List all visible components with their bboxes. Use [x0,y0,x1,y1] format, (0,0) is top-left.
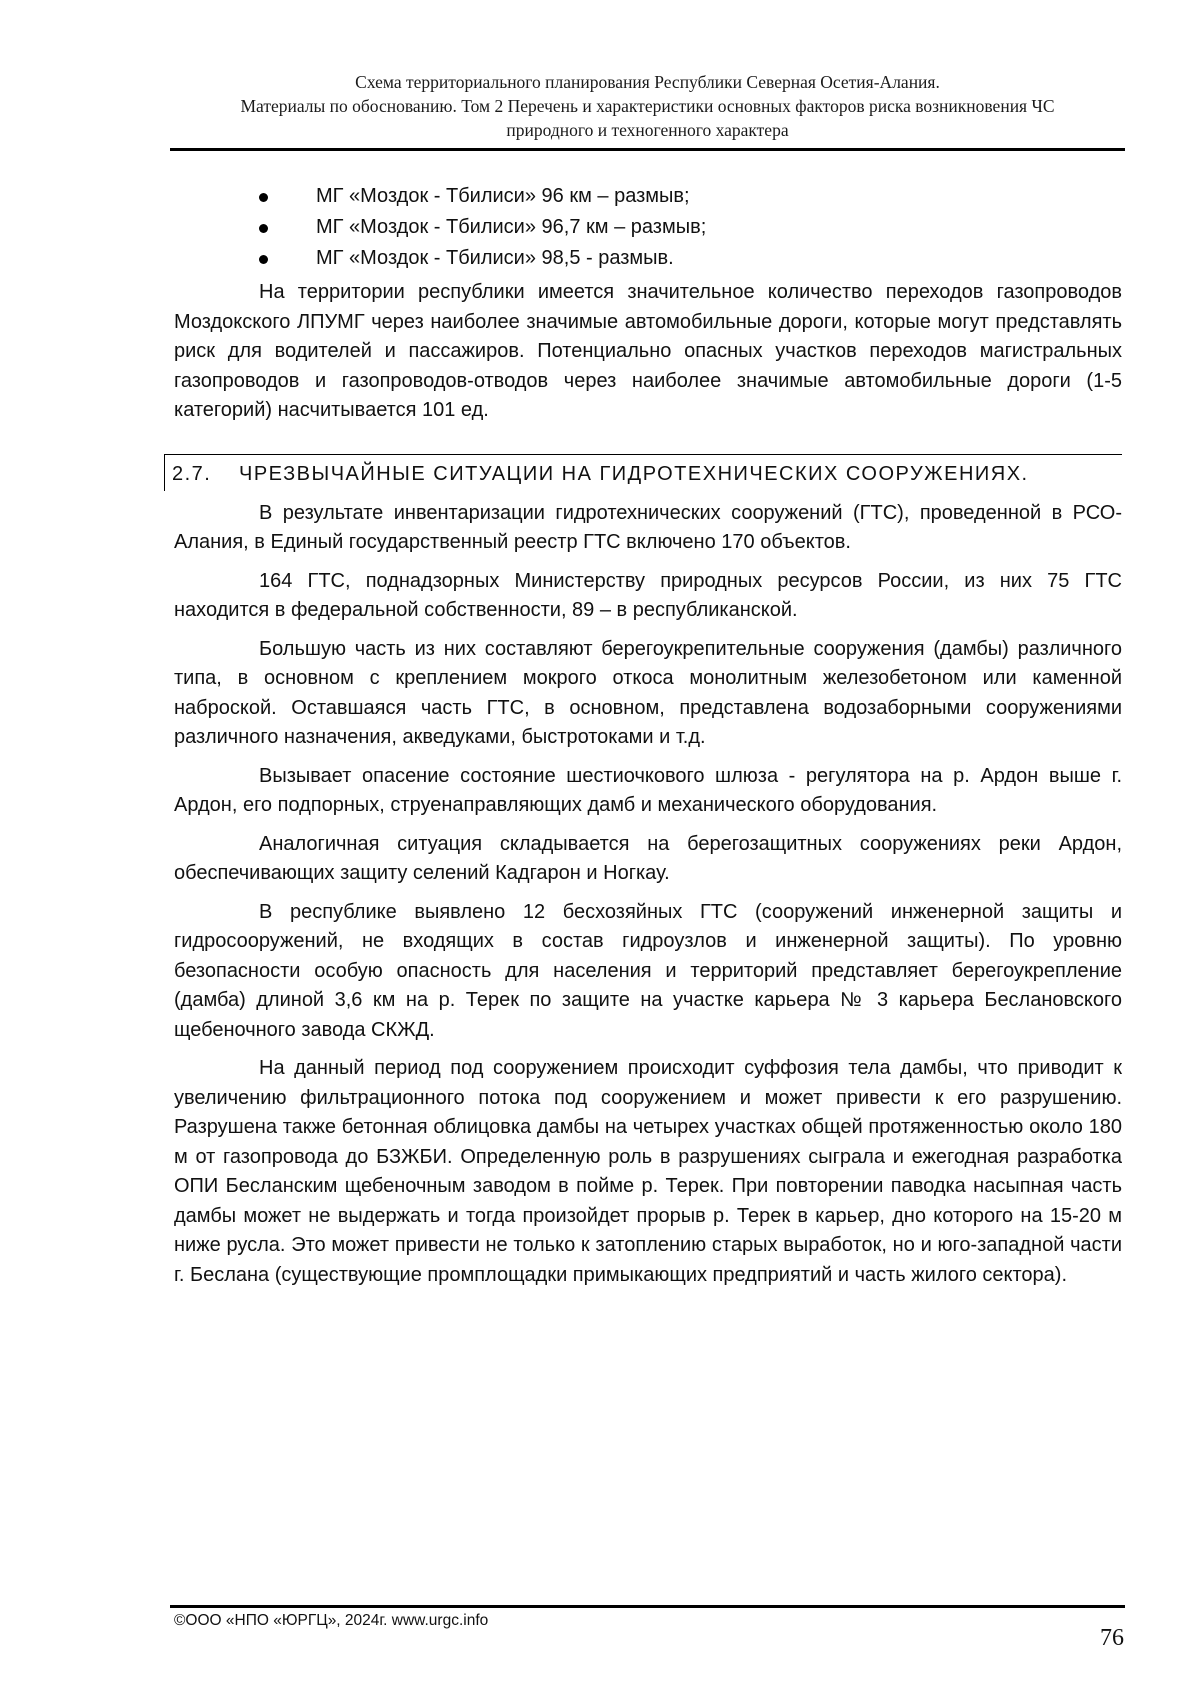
header-line-3: природного и техногенного характера [506,120,789,140]
paragraph: Вызывает опасение состояние шестиочкового шлюза - регулятора на р. Ардон выше г. Ардон, его подпорных, струенаправляющих дамб и механического оборудования. [174,764,1122,816]
page-body [174,182,1122,1299]
paragraph: Аналогичная ситуация складывается на берегозащитных сооружениях реки Ардон, обеспечивающих защиту селений Кадгарон и Ногкау. [174,832,1122,884]
footer-copyright: ©ООО «НПО «ЮРГЦ», 2024г. www.urgc.info [174,1612,489,1629]
list-item [174,213,1122,244]
bullet-icon [259,193,268,202]
bullet-list [174,182,1122,275]
section-heading [164,454,1122,491]
page-number: 76 [1100,1625,1124,1651]
paragraph: На данный период под сооружением происходит суффозия тела дамбы, что приводит к увеличению фильтрационного потока под сооружением и может привести к его разрушению. Разрушена также бетонная облицовка дамбы на четырех участках общей протяженностью около 180 м от газопровода до БЗЖБИ. Определенную роль в разрушениях сыграла и ежегодная разработка ОПИ Бесланским щебеночным заводом в пойме р. Терек. При повторении паводка насыпная часть дамбы может не выдержать и тогда произойдет прорыв р. Терек в карьер, дно которого на 15-20 м ниже русла. Это может привести не только к затоплению старых выработок, но и юго-западной части г. Беслана (существующие промплощадки примыкающих предприятий и часть жилого сектора). [174,1057,1122,1286]
list-item-text: МГ «Моздок - Тбилиси» 96,7 км – размыв; [316,216,707,238]
list-item [174,182,1122,213]
list-item-text: МГ «Моздок - Тбилиси» 96 км – размыв; [316,185,690,207]
header-divider [170,148,1125,151]
list-item [174,244,1122,275]
paragraph: В результате инвентаризации гидротехнических сооружений (ГТС), проведенной в РСО-Алания, в Единый государственный реестр ГТС включено 170 объектов. [174,501,1122,553]
paragraph: В республике выявлено 12 бесхозяйных ГТС (сооружений инженерной защиты и гидросооружений, не входящих в состав гидроузлов и инженерной защиты). По уровню безопасности особую опасность для населения и территорий представляет берегоукрепление (дамба) длиной 3,6 км на р. Терек по защите на участке карьера № 3 карьера Беслановского щебеночного завода СКЖД. [174,900,1122,1041]
section-number: 2.7. [172,462,212,485]
section-title: ЧРЕЗВЫЧАЙНЫЕ СИТУАЦИИ НА ГИДРОТЕХНИЧЕСКИХ СООРУЖЕНИЯХ. [239,462,1029,485]
paragraph: Большую часть из них составляют берегоукрепительные сооружения (дамбы) различного типа, в основном с креплением мокрого откоса монолитным железобетоном или каменной наброской. Оставшаяся часть ГТС, в основном, представлена водозаборными сооружениями различного назначения, акведуками, быстротоками и т.д. [174,637,1122,748]
page-header [170,70,1125,142]
list-item-text: МГ «Моздок - Тбилиси» 98,5 - размыв. [316,247,674,269]
header-line-1: Схема территориального планирования Республики Северная Осетия-Алания. [355,72,940,92]
bullet-icon [259,224,268,233]
paragraph-pipeline-crossings: На территории республики имеется значительное количество переходов газопроводов Моздокского ЛПУМГ через наиболее значимые автомобильные дороги, которые могут представлять риск для водителей и пассажиров. Потенциально опасных участков переходов магистральных газопроводов и газопроводов-отводов через наиболее значимые автомобильные дороги (1-5 категорий) насчитывается 101 ед. [174,281,1122,421]
footer-divider [170,1605,1125,1608]
paragraph: 164 ГТС, поднадзорных Министерству природных ресурсов России, из них 75 ГТС находится в федеральной собственности, 89 – в республиканской. [174,569,1122,621]
header-line-2: Материалы по обоснованию. Том 2 Перечень и характеристики основных факторов риска возникновения ЧС [240,96,1055,116]
bullet-icon [259,255,268,264]
